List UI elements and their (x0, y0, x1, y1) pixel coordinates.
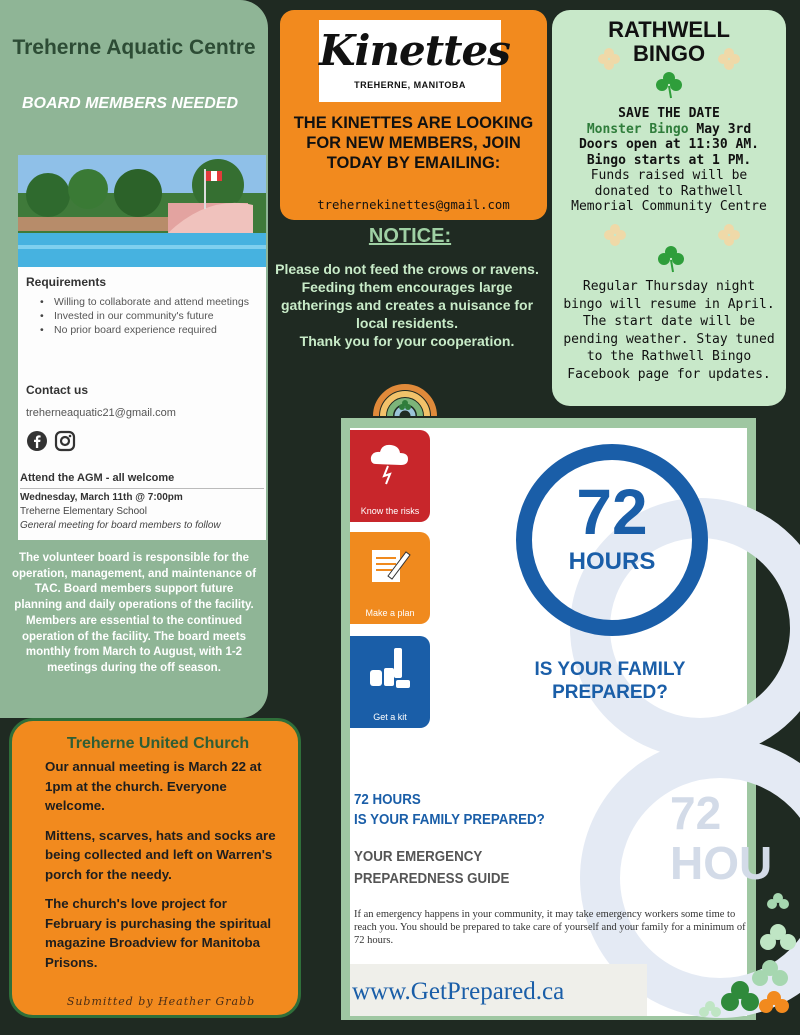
tile-label: Make a plan (365, 608, 415, 618)
list-item: • No prior board experience required (40, 323, 262, 337)
storm-cloud-icon (366, 438, 414, 486)
instagram-icon[interactable] (54, 430, 76, 452)
shamrock-icon (654, 70, 684, 100)
shamrock-icon (716, 222, 742, 248)
poster-question: IS YOUR FAMILY PREPARED? (534, 659, 686, 703)
shamrock-icon (602, 222, 628, 248)
agm-location: Treherne Elementary School (20, 506, 147, 517)
rainbow-clover-icon (372, 374, 438, 418)
poster-subheading (354, 846, 584, 890)
contact-heading: Contact us (26, 383, 89, 397)
poster-heading (354, 790, 584, 830)
tile-label: Know the risks (360, 506, 420, 516)
requirements-list (40, 295, 262, 337)
event-name: Monster Bingo (586, 121, 689, 137)
notice-line: Please do not feed the crows or ravens. (275, 261, 539, 277)
poster-body: If an emergency happens in your community, it may take emergency workers some time to reach you. You should be prepared to take care of yourself and your family for a minimum of 72 hours. (354, 909, 746, 946)
poster-heading-line: IS YOUR FAMILY PREPARED? (354, 812, 545, 828)
event-date: May 3rd (688, 121, 752, 137)
shamrock-icon (716, 46, 742, 72)
divider (20, 488, 264, 489)
ring-label: HOURS (568, 548, 656, 575)
aquatic-info-card (18, 155, 266, 540)
tile-get-a-kit (350, 636, 430, 728)
notice-heading: NOTICE: (368, 225, 452, 247)
aquatic-title: Treherne Aquatic Centre (12, 36, 256, 59)
shamrock-cluster-decoration (690, 888, 800, 1035)
requirements-heading: Requirements (26, 275, 107, 289)
poster-subheading-line: YOUR EMERGENCY (354, 849, 483, 865)
agm-date: Wednesday, March 11th @ 7:00pm (20, 492, 183, 503)
tile-know-the-risks (350, 430, 430, 522)
agm-note: General meeting for board members to follow (20, 520, 221, 531)
emergency-kit-icon (366, 644, 414, 692)
bingo-details (552, 106, 786, 215)
poster-heading-line: 72 HOURS (354, 792, 421, 808)
tile-label: Get a kit (373, 712, 407, 722)
kinettes-logo (319, 20, 510, 102)
watermark-text: 72 HOU (670, 787, 773, 889)
united-church-panel (9, 718, 301, 1018)
notepad-pencil-icon (366, 540, 414, 588)
kinettes-message: THE KINETTES ARE LOOKING FOR NEW MEMBERS, JOIN TODAY BY EMAILING: (293, 114, 534, 172)
church-paragraph: Our annual meeting is March 22 at 1pm at the church. Everyone welcome. (45, 759, 262, 813)
agm-block (20, 471, 264, 533)
rathwell-bingo-panel (552, 10, 786, 406)
shamrock-icon (656, 244, 686, 274)
aquatic-subtitle: BOARD MEMBERS NEEDED (21, 95, 238, 112)
funds-text: Funds raised will be donated to Rathwell Memorial Community Centre (571, 168, 767, 214)
kinettes-logo-text: Kinettes (319, 26, 510, 75)
aquatic-description: The volunteer board is responsible for the operation, management, and maintenance of TAC. Board members support future planning and daily operations of the facility. Members are essential to the continued operation of the facility. The board meets monthly from March to August, with 1-2 meetings during the off season. (11, 552, 257, 674)
church-paragraph: The church's love project for February is purchasing the spiritual magazine Broadview for Manitoba Prisons. (45, 896, 272, 970)
poster-subheading-line: PREPAREDNESS GUIDE (354, 871, 510, 887)
church-body (45, 757, 277, 982)
kinettes-logo-place: TREHERNE, MANITOBA (354, 80, 466, 90)
list-item: • Willing to collaborate and attend meetings (40, 295, 262, 309)
notice-line: Feeding them encourages large gatherings and creates a nuisance for local residents. (280, 279, 534, 331)
notice-body (272, 260, 542, 350)
agm-heading: Attend the AGM - all welcome (20, 472, 175, 484)
church-paragraph: Mittens, scarves, hats and socks are being collected and left on Warren's porch for the needy. (45, 827, 276, 882)
contact-email-link[interactable]: treherneaquatic21@gmail.com (26, 407, 176, 419)
notice-line: Thank you for your cooperation. (299, 333, 515, 349)
save-the-date: SAVE THE DATE (618, 106, 720, 121)
facebook-icon[interactable] (26, 430, 48, 452)
signature: Submitted by Heather Grabb (66, 995, 256, 1008)
regular-bingo-text: Regular Thursday night bingo will resume in April. The start date will be pending weather. Stay tuned to the Rathwell Bingo Facebook page for updates. (563, 279, 775, 382)
kinettes-email-link[interactable]: trehernekinettes@gmail.com (317, 198, 510, 212)
preparedness-poster (350, 428, 773, 1016)
aquatic-centre-panel (0, 0, 268, 718)
ring-number: 72 (576, 476, 648, 548)
poster-url-link[interactable]: www.GetPrepared.ca (352, 978, 565, 1005)
doors-open: Doors open at 11:30 AM. (578, 137, 759, 152)
bingo-title: RATHWELL BINGO (608, 17, 730, 66)
list-item: • Invested in our community's future (40, 309, 262, 323)
church-title: Treherne United Church (66, 735, 250, 752)
bingo-start: Bingo starts at 1 PM. (586, 152, 752, 168)
pool-photo (18, 155, 266, 267)
shamrock-icon (596, 46, 622, 72)
social-links (26, 430, 76, 452)
tile-make-a-plan (350, 532, 430, 624)
kinettes-panel (280, 10, 547, 220)
